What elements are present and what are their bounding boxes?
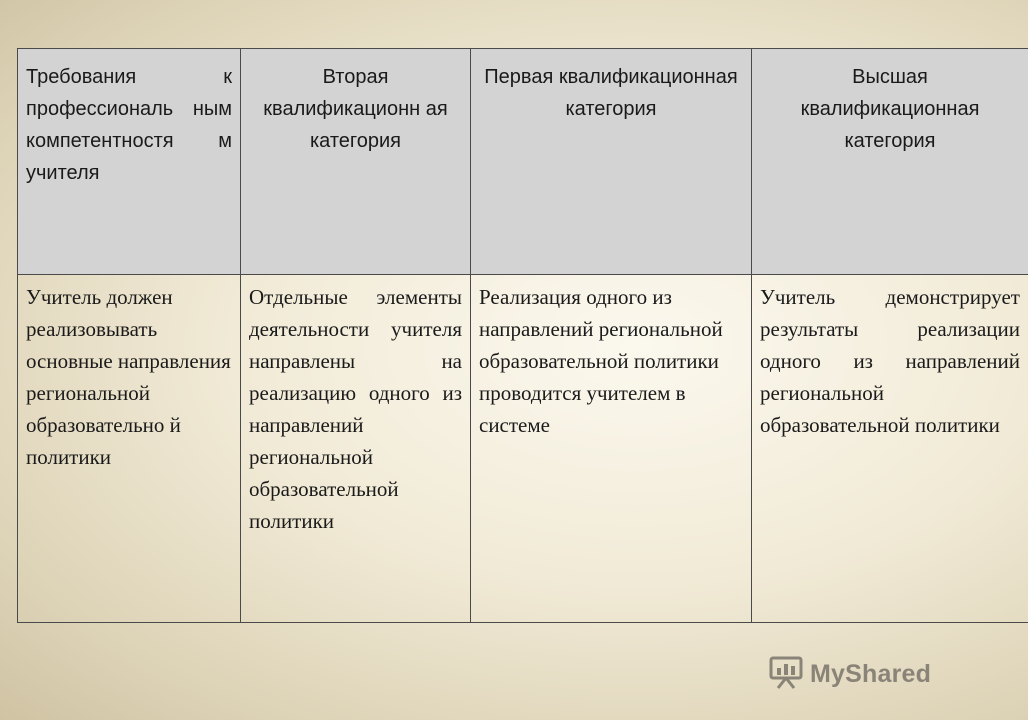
cell-second-category: Отдельные элементы деятельности учителя направлены на реализацию одного из направлений региональной образовательной политики	[241, 275, 471, 623]
header-requirements: Требования к профессиональ ным компетентностя м учителя	[18, 49, 241, 275]
qualification-table-container	[17, 48, 1020, 623]
qualification-requirements-table	[17, 48, 1028, 623]
brand-text: MyShared	[810, 659, 932, 688]
header-highest-category: Высшая квалификационная категория	[752, 49, 1028, 275]
presentation-board-icon	[768, 655, 804, 694]
cell-requirements: Учитель должен реализовывать основные направления региональной образовательно й политики	[18, 275, 241, 623]
table-header	[18, 49, 1028, 275]
header-first-category: Первая квалификационная категория	[471, 49, 752, 275]
table-body	[18, 275, 1028, 623]
header-second-category: Вторая квалификационн ая категория	[241, 49, 471, 275]
cell-highest-category: Учитель демонстрирует результаты реализации одного из направлений региональной образовательной политики	[752, 275, 1028, 623]
cell-first-category: Реализация одного из направлений региональной образовательной политики проводится учителем в системе	[471, 275, 752, 623]
header-row	[18, 49, 1028, 275]
table-row	[18, 275, 1028, 623]
myshared-logo	[768, 657, 931, 691]
